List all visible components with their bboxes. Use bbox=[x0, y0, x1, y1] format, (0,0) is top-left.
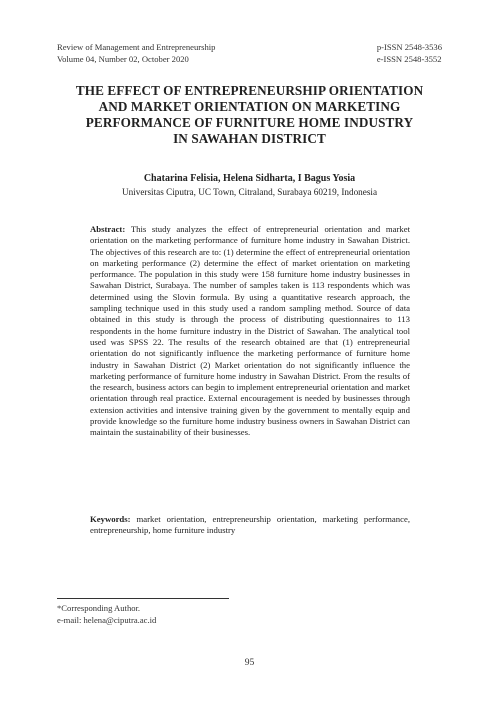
keywords-label: Keywords: bbox=[90, 514, 137, 524]
corresponding-email: e-mail: helena@ciputra.ac.id bbox=[57, 614, 157, 625]
paper-title bbox=[40, 83, 459, 147]
keywords-text: market orientation, entrepreneurship orientation, marketing performance, entrepreneurship, home furniture industry bbox=[90, 514, 410, 536]
keywords bbox=[90, 514, 410, 537]
abstract-label: Abstract: bbox=[90, 224, 131, 234]
title-line: AND MARKET ORIENTATION ON MARKETING bbox=[98, 99, 401, 114]
abstract-text: This study analyzes the effect of entrepreneurial orientation and market orientation on the marketing performance of furniture home industry in Sawahan District. The objectives of this research are to: (1) determine the effect of entrepreneurial orientation on marketing performance (2) determine the effect of market orientation on marketing performance. The population in this study were 158 furniture home industry businesses in Sawahan District, Surabaya. The number of samples taken is 113 respondents which was determined using the Slovin formula. By using a quantitative research approach, the sampling technique used in this study used a random sampling method. Source of data obtained in this study is through the process of distributing questionnaires to 113 respondents in the home furniture industry in the District of Sawahan. The analytical tool used was SPSS 22. The results of the research obtained are that (1) entrepreneurial orientation do not significantly influence the marketing performance of furniture home industry in Sawahan District (2) Market orientation do not significantly influence the marketing performance of furniture home industry in Sawahan District. From the results of the research, business actors can begin to implement entrepreneurial orientation and market orientation through real practice. External encouragement is needed by businesses through extension activities and intensive training given by the government to mentally equip and provide knowledge so the furniture home industry business owners in Sawahan District can maintain the sustainability of their businesses. bbox=[90, 224, 410, 438]
footnote bbox=[57, 603, 156, 626]
title-line: THE EFFECT OF ENTREPRENEURSHIP ORIENTATION bbox=[75, 83, 424, 98]
journal-name: Review of Management and Entrepreneurship bbox=[57, 42, 216, 52]
author-list: Chatarina Felisia, Helena Sidharta, I Bagus Yosia bbox=[143, 173, 356, 184]
page-number: 95 bbox=[244, 657, 255, 668]
title-line: IN SAWAHAN DISTRICT bbox=[173, 131, 326, 146]
print-issn: p-ISSN 2548-3536 bbox=[376, 42, 442, 52]
abstract bbox=[90, 224, 410, 439]
volume-info: Volume 04, Number 02, October 2020 bbox=[57, 53, 189, 64]
corresponding-author-note: *Corresponding Author. bbox=[57, 603, 141, 613]
running-header-right bbox=[377, 42, 442, 65]
title-line: PERFORMANCE OF FURNITURE HOME INDUSTRY bbox=[85, 115, 414, 130]
affiliation: Universitas Ciputra, UC Town, Citraland, Surabaya 60219, Indonesia bbox=[121, 187, 378, 197]
running-header-left bbox=[57, 42, 215, 65]
footnote-rule bbox=[57, 598, 229, 599]
electronic-issn: e-ISSN 2548-3552 bbox=[376, 53, 442, 64]
